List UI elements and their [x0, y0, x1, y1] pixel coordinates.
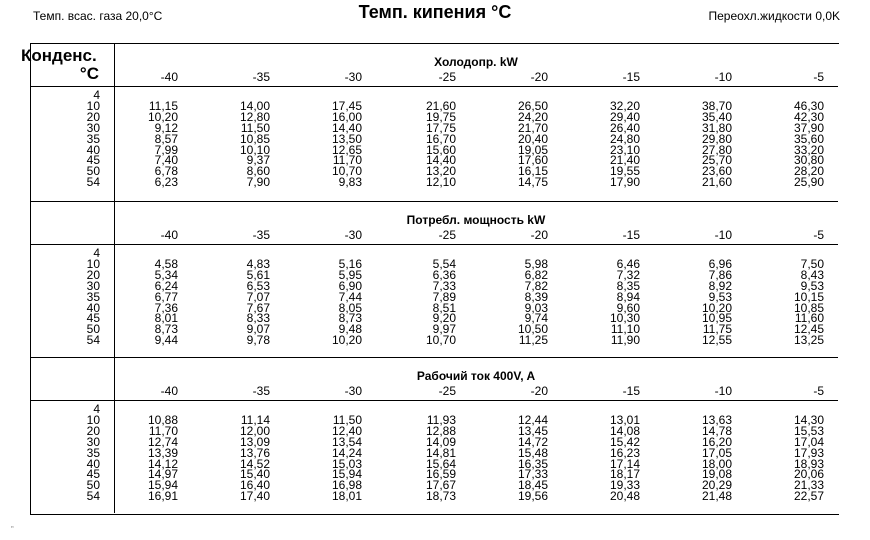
condensation-temp-label: 54: [86, 175, 100, 190]
table-cell: 11,93: [426, 412, 456, 427]
evaporation-temp-header: -25: [438, 70, 456, 84]
evaporation-temp-header: -10: [714, 70, 732, 84]
table-cell: 17,60: [517, 153, 548, 168]
table-cell: 27,80: [701, 142, 732, 157]
table-cell: 21,33: [793, 478, 824, 493]
evaporation-temp-header: -40: [160, 384, 178, 398]
table-cell: 15,60: [425, 142, 456, 157]
table-cell: 16,35: [517, 456, 548, 471]
evaporation-temp-header: -40: [160, 228, 178, 242]
table-cell: 10,88: [147, 412, 178, 427]
table-cell: 15,94: [331, 467, 362, 482]
table-cell: 10,20: [701, 300, 732, 315]
table-cell: 31,80: [701, 120, 732, 135]
condensation-label-line1: Конденс.: [21, 46, 97, 65]
condensation-temp-label: 54: [86, 333, 100, 348]
table-cell: 14,81: [425, 445, 456, 460]
table-cell: 16,91: [147, 489, 178, 504]
table-cell: 15,03: [331, 456, 362, 471]
condensation-temp-label: 45: [86, 311, 100, 326]
table-cell: 16,40: [239, 478, 270, 493]
table-cell: 7,90: [246, 175, 270, 190]
header-divider: [30, 400, 838, 401]
table-cell: 12,88: [425, 423, 456, 438]
table-cell: 12,65: [331, 142, 362, 157]
table-cell: 12,45: [793, 322, 824, 337]
table-cell: 9,53: [800, 278, 824, 293]
table-cell: 30,80: [793, 153, 824, 168]
table-cell: 19,08: [701, 467, 732, 482]
header-left-text: Темп. всас. газа 20,0°C: [33, 9, 163, 23]
table-cell: 12,44: [517, 412, 548, 427]
table-cell: 33,20: [793, 142, 824, 157]
table-cell: 11,70: [148, 423, 178, 438]
evaporation-temp-header: -5: [813, 70, 824, 84]
condensation-temp-label: 4: [93, 88, 100, 102]
table-cell: 14,78: [701, 423, 732, 438]
condensation-temp-label: 40: [86, 142, 100, 157]
evaporation-temp-header: -25: [438, 228, 456, 242]
table-cell: 14,30: [793, 412, 824, 427]
evaporation-temp-header: -5: [813, 384, 824, 398]
table-cell: 37,90: [793, 120, 824, 135]
table-cell: 9,44: [154, 333, 178, 348]
table-cell: 17,93: [793, 445, 824, 460]
table-cell: 14,00: [239, 98, 270, 113]
condensation-label-unit: °C: [79, 64, 99, 83]
table-cell: 6,23: [154, 175, 178, 190]
table-cell: 17,05: [701, 445, 732, 460]
table-cell: 18,93: [793, 456, 824, 471]
table-cell: 20,40: [517, 131, 548, 146]
condensation-temp-label: 45: [86, 153, 100, 168]
section-divider: [30, 357, 838, 358]
table-cell: 11,50: [240, 120, 270, 135]
table-cell: 12,80: [239, 109, 270, 124]
table-cell: 13,01: [609, 412, 640, 427]
table-cell: 7,89: [432, 289, 456, 304]
condensation-temp-label: 45: [86, 467, 100, 482]
evaporation-temp-header: -35: [252, 228, 270, 242]
table-cell: 8,43: [800, 267, 824, 282]
table-cell: 28,20: [793, 164, 824, 179]
table-cell: 14,09: [425, 434, 456, 449]
table-cell: 9,53: [708, 289, 732, 304]
table-cell: 35,40: [701, 109, 732, 124]
table-cell: 16,20: [701, 434, 732, 449]
table-cell: 26,50: [517, 98, 548, 113]
section-title: Рабочий ток 400V, A: [416, 369, 536, 383]
table-cell: 19,56: [517, 489, 548, 504]
table-cell: 8,51: [432, 300, 456, 315]
evaporation-temp-header: -20: [530, 70, 548, 84]
table-cell: 8,94: [616, 289, 640, 304]
table-cell: 13,54: [331, 434, 362, 449]
table-cell: 14,52: [239, 456, 270, 471]
table-cell: 7,67: [246, 300, 270, 315]
table-cell: 8,01: [154, 311, 178, 326]
table-cell: 15,42: [609, 434, 640, 449]
table-cell: 6,24: [154, 278, 178, 293]
table-cell: 20,48: [609, 489, 640, 504]
table-cell: 15,48: [517, 445, 548, 460]
table-cell: 17,67: [425, 478, 456, 493]
table-cell: 13,50: [331, 131, 362, 146]
table-cell: 19,05: [517, 142, 548, 157]
table-cell: 8,73: [154, 322, 178, 337]
table-cell: 9,83: [338, 175, 362, 190]
header-divider: [30, 244, 838, 245]
table-cell: 12,74: [147, 434, 178, 449]
evaporation-temp-header: -20: [530, 228, 548, 242]
evaporation-temp-header: -20: [530, 384, 548, 398]
table-cell: 7,99: [154, 142, 178, 157]
table-cell: 7,36: [154, 300, 178, 315]
table-cell: 13,76: [239, 445, 270, 460]
table-cell: 13,25: [793, 333, 824, 348]
section-title: Холодопр. kW: [434, 55, 518, 69]
table-cell: 12,55: [701, 333, 732, 348]
condensation-temp-label: 30: [86, 120, 100, 135]
table-cell: 10,10: [239, 142, 270, 157]
condensation-temp-label: 20: [86, 267, 100, 282]
evaporation-temp-header: -30: [344, 384, 362, 398]
table-cell: 16,98: [331, 478, 362, 493]
evaporation-temp-header: -25: [438, 384, 456, 398]
table-cell: 12,00: [239, 423, 270, 438]
table-cell: 20,06: [793, 467, 824, 482]
table-cell: 6,36: [432, 267, 456, 282]
table-cell: 13,63: [701, 412, 732, 427]
table-cell: 18,45: [517, 478, 548, 493]
table-cell: 7,40: [154, 153, 178, 168]
table-cell: 9,37: [246, 153, 270, 168]
table-cell: 11,25: [518, 333, 548, 348]
table-cell: 5,16: [338, 256, 362, 271]
table-cell: 10,70: [425, 333, 456, 348]
table-cell: 15,94: [147, 478, 178, 493]
table-cell: 13,20: [425, 164, 456, 179]
table-cell: 24,80: [609, 131, 640, 146]
table-cell: 15,53: [793, 423, 824, 438]
table-cell: 11,75: [702, 322, 732, 337]
table-cell: 16,15: [517, 164, 548, 179]
table-cell: 20,29: [701, 478, 732, 493]
condensation-temp-label: 10: [86, 412, 100, 427]
table-cell: 7,82: [524, 278, 548, 293]
table-cell: 11,50: [332, 412, 362, 427]
table-cell: 21,70: [517, 120, 548, 135]
table-cell: 10,20: [147, 109, 178, 124]
table-cell: 29,40: [609, 109, 640, 124]
table-cell: 18,17: [609, 467, 640, 482]
table-cell: 11,14: [240, 412, 270, 427]
table-cell: 38,70: [701, 98, 732, 113]
table-cell: 10,20: [331, 333, 362, 348]
condensation-temp-label: 30: [86, 434, 100, 449]
condensation-temp-label: 10: [86, 256, 100, 271]
table-cell: 7,07: [246, 289, 270, 304]
header-divider: [30, 86, 838, 87]
table-cell: 10,85: [239, 131, 270, 146]
table-cell: 6,96: [708, 256, 732, 271]
table-cell: 35,60: [793, 131, 824, 146]
table-cell: 9,74: [524, 311, 548, 326]
table-cell: 8,73: [338, 311, 362, 326]
condensation-temp-label: 20: [86, 109, 100, 124]
table-cell: 4,83: [246, 256, 270, 271]
condensation-temp-label: 35: [86, 131, 100, 146]
section-divider: [30, 201, 838, 202]
table-cell: 10,50: [517, 322, 548, 337]
table-cell: 9,78: [246, 333, 270, 348]
table-cell: 13,45: [517, 423, 548, 438]
page-title: Темп. кипения °C: [358, 2, 512, 22]
evaporation-temp-header: -15: [622, 70, 640, 84]
table-cell: 12,10: [425, 175, 456, 190]
footer-mark: „: [11, 520, 14, 529]
table-cell: 14,40: [331, 120, 362, 135]
table-cell: 14,12: [147, 456, 178, 471]
evaporation-temp-header: -35: [252, 70, 270, 84]
table-cell: 17,45: [331, 98, 362, 113]
table-cell: 21,60: [425, 98, 456, 113]
table-cell: 19,33: [609, 478, 640, 493]
table-cell: 18,01: [331, 489, 362, 504]
condensation-temp-label: 54: [86, 489, 100, 504]
table-cell: 11,15: [148, 98, 178, 113]
table-cell: 8,33: [246, 311, 270, 326]
table-cell: 13,39: [147, 445, 178, 460]
table-cell: 25,90: [793, 175, 824, 190]
table-cell: 12,40: [331, 423, 362, 438]
table-cell: 10,70: [331, 164, 362, 179]
table-cell: 8,39: [524, 289, 548, 304]
table-cell: 5,98: [524, 256, 548, 271]
table-cell: 5,95: [338, 267, 362, 282]
table-cell: 18,00: [701, 456, 732, 471]
table-cell: 17,14: [609, 456, 640, 471]
condensation-temp-label: 35: [86, 289, 100, 304]
table-cell: 14,72: [517, 434, 548, 449]
table-cell: 15,64: [425, 456, 456, 471]
evaporation-temp-header: -15: [622, 384, 640, 398]
table-cell: 25,70: [701, 153, 732, 168]
table-cell: 10,30: [609, 311, 640, 326]
condensation-temp-label: 50: [86, 164, 100, 179]
table-cell: 6,90: [338, 278, 362, 293]
condensation-temp-label: 40: [86, 456, 100, 471]
table-cell: 8,92: [708, 278, 732, 293]
evaporation-temp-header: -35: [252, 384, 270, 398]
table-cell: 16,70: [425, 131, 456, 146]
evaporation-temp-header: -5: [813, 228, 824, 242]
condensation-temp-label: 4: [93, 402, 100, 416]
table-cell: 7,32: [616, 267, 640, 282]
table-cell: 17,90: [609, 175, 640, 190]
condensation-temp-label: 30: [86, 278, 100, 293]
table-cell: 21,48: [701, 489, 732, 504]
table-cell: 19,75: [425, 109, 456, 124]
table-cell: 5,54: [432, 256, 456, 271]
table-cell: 9,97: [432, 322, 456, 337]
condensation-temp-label: 20: [86, 423, 100, 438]
table-cell: 7,44: [338, 289, 362, 304]
table-cell: 6,77: [154, 289, 178, 304]
table-cell: 17,04: [793, 434, 824, 449]
table-cell: 14,08: [609, 423, 640, 438]
table-cell: 17,75: [425, 120, 456, 135]
condensation-temp-label: 35: [86, 445, 100, 460]
table-cell: 32,20: [609, 98, 640, 113]
table-cell: 8,60: [246, 164, 270, 179]
table-cell: 10,95: [701, 311, 732, 326]
table-cell: 9,48: [338, 322, 362, 337]
header-right-text: Переохл.жидкости 0,0K: [708, 9, 840, 23]
table-cell: 8,05: [338, 300, 362, 315]
condensation-temp-label: 50: [86, 322, 100, 337]
table-cell: 9,20: [432, 311, 456, 326]
table-cell: 21,60: [701, 175, 732, 190]
condensation-temp-label: 50: [86, 478, 100, 493]
table-cell: 9,12: [154, 120, 178, 135]
table-cell: 7,86: [708, 267, 732, 282]
table-cell: 6,53: [246, 278, 270, 293]
table-cell: 7,50: [800, 256, 824, 271]
table-cell: 4,58: [154, 256, 178, 271]
evaporation-temp-header: -30: [344, 228, 362, 242]
table-cell: 17,40: [239, 489, 270, 504]
table-cell: 23,10: [609, 142, 640, 157]
condensation-temp-label: 4: [93, 246, 100, 260]
evaporation-temp-header: -15: [622, 228, 640, 242]
table-cell: 10,85: [793, 300, 824, 315]
evaporation-temp-header: -30: [344, 70, 362, 84]
table-cell: 14,24: [331, 445, 362, 460]
table-cell: 19,55: [609, 164, 640, 179]
table-cell: 5,61: [246, 267, 270, 282]
table-cell: 21,40: [609, 153, 640, 168]
table-cell: 9,07: [246, 322, 270, 337]
table-cell: 22,57: [793, 489, 824, 504]
condensation-temp-label: 10: [86, 98, 100, 113]
table-cell: 26,40: [609, 120, 640, 135]
table-cell: 6,82: [524, 267, 548, 282]
table-cell: 15,40: [239, 467, 270, 482]
table-cell: 42,30: [793, 109, 824, 124]
table-cell: 8,57: [154, 131, 178, 146]
table-cell: 13,09: [239, 434, 270, 449]
section-title: Потребл. мощность kW: [406, 213, 546, 227]
table-cell: 16,59: [425, 467, 456, 482]
evaporation-temp-header: -10: [714, 228, 732, 242]
table-cell: 14,97: [147, 467, 178, 482]
table-cell: 9,60: [616, 300, 640, 315]
table-cell: 5,34: [154, 267, 178, 282]
table-cell: 16,00: [331, 109, 362, 124]
table-cell: 11,60: [794, 311, 824, 326]
table-cell: 6,78: [154, 164, 178, 179]
condensation-temp-label: 40: [86, 300, 100, 315]
table-cell: 24,20: [517, 109, 548, 124]
table-cell: 11,90: [610, 333, 640, 348]
table-cell: 17,33: [517, 467, 548, 482]
evaporation-temp-header: -10: [714, 384, 732, 398]
table-cell: 9,03: [524, 300, 548, 315]
table-cell: 23,60: [701, 164, 732, 179]
table-cell: 16,23: [609, 445, 640, 460]
table-cell: 46,30: [793, 98, 824, 113]
condensation-label: [21, 47, 99, 83]
table-cell: 29,80: [701, 131, 732, 146]
table-cell: 14,40: [425, 153, 456, 168]
table-cell: 10,15: [793, 289, 824, 304]
table-cell: 11,10: [610, 322, 640, 337]
evaporation-temp-header: -40: [160, 70, 178, 84]
table-cell: 7,33: [432, 278, 456, 293]
table-cell: 14,75: [517, 175, 548, 190]
table-cell: 11,70: [332, 153, 362, 168]
table-cell: 6,46: [616, 256, 640, 271]
table-cell: 8,35: [616, 278, 640, 293]
table-cell: 18,73: [425, 489, 456, 504]
